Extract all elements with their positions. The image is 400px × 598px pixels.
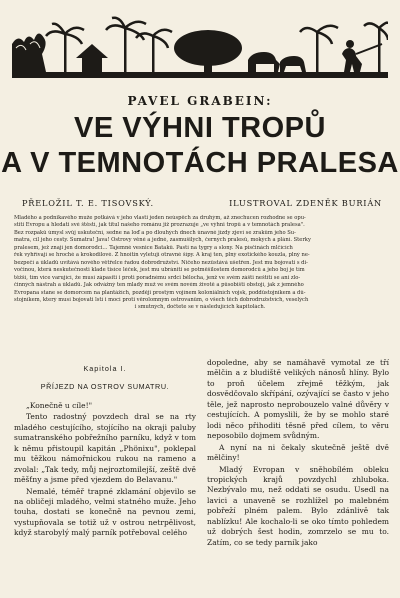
intro-line: matra, cíl jeho cesty. Sumatra! Java! Ostrovy věné a jedné, zasmušilých, černých pralesů, mokých a plání. Sterky	[14, 237, 311, 244]
body-paragraph: Mladý Evropan v sněhobílém obleku tropických krajů povzdychl zhluboka. Nezbývalo mu, než oddati se osudu. Usedl na lavici a unaveně se rozhlížel po malebném pobřeží plném palem. Bylo zdánlivě tak nablízku! Ale kochalo-li se oko tímto pohledem už dobrých šest hodin, zomrzelo se mu to. Zatím, co se tedy parník jako	[207, 464, 389, 547]
intro-line: bezpečí a úkladů uvítává nového větřelce řadou dobrodružství. Ničeho nezůstává ušetřen. Jest mu bojovati s di-	[14, 259, 308, 266]
intro-line: vočinou, která neskutečnosti klade tisíce léček, jest mu ubrániti se potměšilostem domorodců a jeho boj je tím	[14, 267, 305, 274]
intro-paragraph	[14, 215, 386, 312]
intro-line: i smutných, dočtete se v následujících kapitolách.	[134, 304, 266, 311]
title-line-2: A V TEMNOTÁCH PRALESA	[1, 147, 399, 179]
title-line-1: VE VÝHNI TROPŮ	[74, 112, 326, 144]
decorative-banner	[12, 14, 388, 78]
body-paragraph: dopoledne, aby se namáhavě vymotal ze tří mělčin a z bludiště velikých nánosů hlíny. Bylo to proň účelem zřejmě těžkým, jak dosvědčovalo skřípání, ozývající se často v jeho těle, jež naprosto neprobouzelo valné důvěry v cestujících. A pomyslili, že by se mohlo staré lodi něco přihoditi těsně před cílem, to věru neposobilo dojmem svůdným.	[207, 358, 389, 441]
intro-line: Mladého a podnikavého muže potkává v jeho vlasti jeden neúspěch za druhým, až znechucen rozhodne se opu-	[14, 215, 306, 221]
intro-line: činných nástrah a úkladů. Jak odvážný ten mladý muž ve svém novém životě a působišti obstojí, jak z jemného	[14, 282, 304, 289]
intro-line: Bez rozpaků úmysl svůj uskuteční, sedne na loď a po dlouhých dnech únavné jízdy zjeví se zrakům jeho Su-	[14, 229, 296, 236]
right-column	[207, 358, 389, 549]
translator-credit: PŘELOŽIL T. E. TISOVSKÝ.	[22, 198, 154, 208]
body-paragraph: Tento radostný povzdech dral se na rty mladého cestujícího, stojícího na okraji paluby sumatranského pobřežního parníku, když v tom k němu přistoupil kapitán „Phönixu", poklepal mu těžkou námořnickou rukou na rameno a zvolal: „Tak tedy, můj nejroztomilejší, zeště dvě měšťny a jsme před vjezdem do Belavanu."	[14, 412, 196, 485]
chapter-subtitle: PŘÍJEZD NA OSTROV SUMATRU.	[40, 382, 170, 392]
intro-line: těžší, tím více varující, že musí zápasiti i proti poradnému srdci bělocha, jenž ve svém zášti neštítí se ani zlo-	[14, 274, 301, 281]
left-column	[14, 360, 196, 540]
intro-line: Evropana stane se domorcem na plantážích, později prostým vojínem koloniálních vojsk, poddůstojníkem a dů-	[14, 289, 306, 296]
intro-line: pralesem, jež znají jen domorodci… Tajemné vesnice Bataků. Pastí na tygry a slony. Na písčinách mlčících	[14, 244, 293, 251]
body-paragraph: „Konečně u cíle!"	[26, 400, 93, 410]
jungle-silhouette-illustration	[12, 14, 388, 78]
author-name: PAVEL GRABEIN:	[127, 94, 273, 108]
body-paragraph: Nemalé, téměř trapné zklamání objevilo se na obličeji mladého, velmi statného muže. Jeho touha, dostati se konečně na pevnou zemi, vystupňovala se totiž už v ostrou netrpělivost, když starobylý malý parník potřeboval celého	[14, 486, 196, 538]
illustrator-credit: ILUSTROVAL ZDENĚK BURIÁN	[229, 198, 382, 208]
body-paragraph: A nyní na ni čekaly skutečně ještě dvě mělčiny!	[207, 442, 389, 463]
chapter-label: Kapitola I.	[83, 364, 127, 373]
intro-line: stojníkem, který musí bojovati lstí i mocí proti věrolomným ostrovanům, o všech těch dobrodružstvích, veselých	[14, 296, 309, 303]
intro-line: řek vyhřívají se hroché a krokodilové. Z hnoitin vyletují otravné šípy. A kraj ten, plný exotického kouzla, plný ne-	[14, 252, 310, 259]
intro-line: stiti Evropu a hledati své štěstí, jak titul našeho románu již prozrazuje „ve výhni tropů a v temnotách pralesa".	[14, 222, 305, 229]
